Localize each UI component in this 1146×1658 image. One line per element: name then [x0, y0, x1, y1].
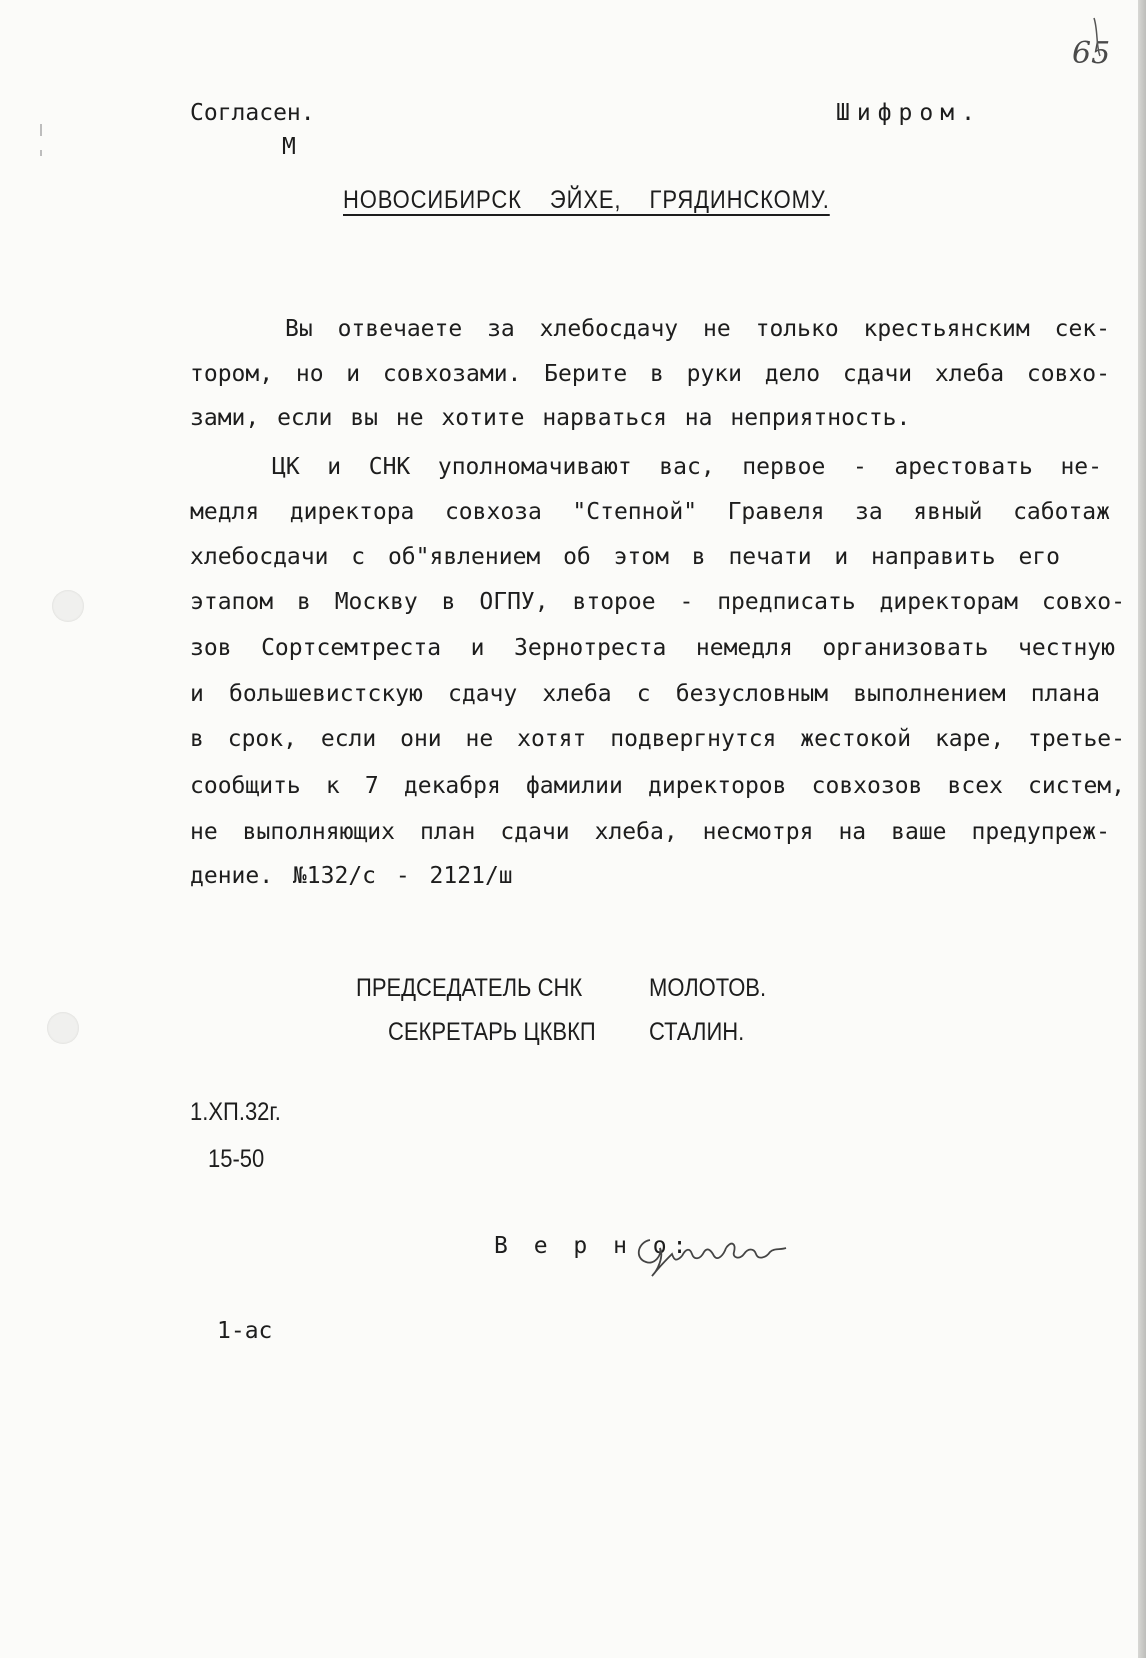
- paragraph-line: дение. №132/с - 2121/ш: [190, 863, 513, 889]
- paragraph-line: зами, если вы не хотите нарваться на неприятность.: [190, 405, 911, 431]
- document-time: 15-50: [208, 1145, 265, 1173]
- punch-hole: [52, 590, 84, 622]
- secretary-title: СЕКРЕТАРЬ ЦКВКП: [388, 1018, 596, 1046]
- certified-label: В е р н о:: [494, 1233, 693, 1259]
- document-title: НОВОСИБИРСК ЭЙХЕ, ГРЯДИНСКОМУ.: [343, 186, 830, 214]
- approval-note: Согласен.: [190, 100, 315, 126]
- paragraph-line: в срок, если они не хотят подвергнутся жестокой каре, третье-: [190, 726, 1125, 752]
- paragraph-line: этапом в Москву в ОГПУ, второе - предписать директорам совхо-: [190, 589, 1125, 615]
- certified-signature: [632, 1218, 792, 1288]
- copy-mark: 1-ас: [217, 1318, 273, 1344]
- paragraph-line: хлебосдачи с об"явлением об этом в печати и направить его: [190, 544, 1060, 570]
- paragraph-line: зов Сортсемтреста и Зернотреста немедля организовать честную: [190, 635, 1115, 661]
- chairman-title: ПРЕДСЕДАТЕЛЬ СНК: [356, 974, 583, 1002]
- paragraph-line: и большевистскую сдачу хлеба с безусловным выполнением плана: [190, 681, 1100, 707]
- margin-mark: [40, 124, 42, 136]
- document-date: 1.ХП.32г.: [190, 1098, 281, 1126]
- paragraph-line: ЦК и СНК уполномачивают вас, первое - арестовать не-: [272, 454, 1102, 480]
- page-edge-shadow: [1138, 0, 1146, 1658]
- paragraph-line: Вы отвечаете за хлебосдачу не только крестьянским сек-: [285, 316, 1110, 342]
- chairman-name: МОЛОТОВ.: [649, 974, 767, 1002]
- secretary-name: СТАЛИН.: [649, 1018, 745, 1046]
- cipher-note: Шифром.: [836, 100, 982, 126]
- page-number-stroke: [1070, 12, 1110, 62]
- paragraph-line: не выполняющих план сдачи хлеба, несмотря на ваше предупреж-: [190, 819, 1110, 845]
- page-number: 65: [1072, 36, 1111, 71]
- approval-initial: М: [282, 134, 296, 160]
- punch-hole: [47, 1012, 79, 1044]
- paragraph-line: тором, но и совхозами. Берите в руки дело сдачи хлеба совхо-: [190, 361, 1110, 387]
- paragraph-line: медля директора совхоза "Степной" Гравеля за явный саботаж: [190, 499, 1110, 525]
- margin-mark: [40, 150, 42, 156]
- paragraph-line: сообщить к 7 декабря фамилии директоров совхозов всех систем,: [190, 773, 1125, 799]
